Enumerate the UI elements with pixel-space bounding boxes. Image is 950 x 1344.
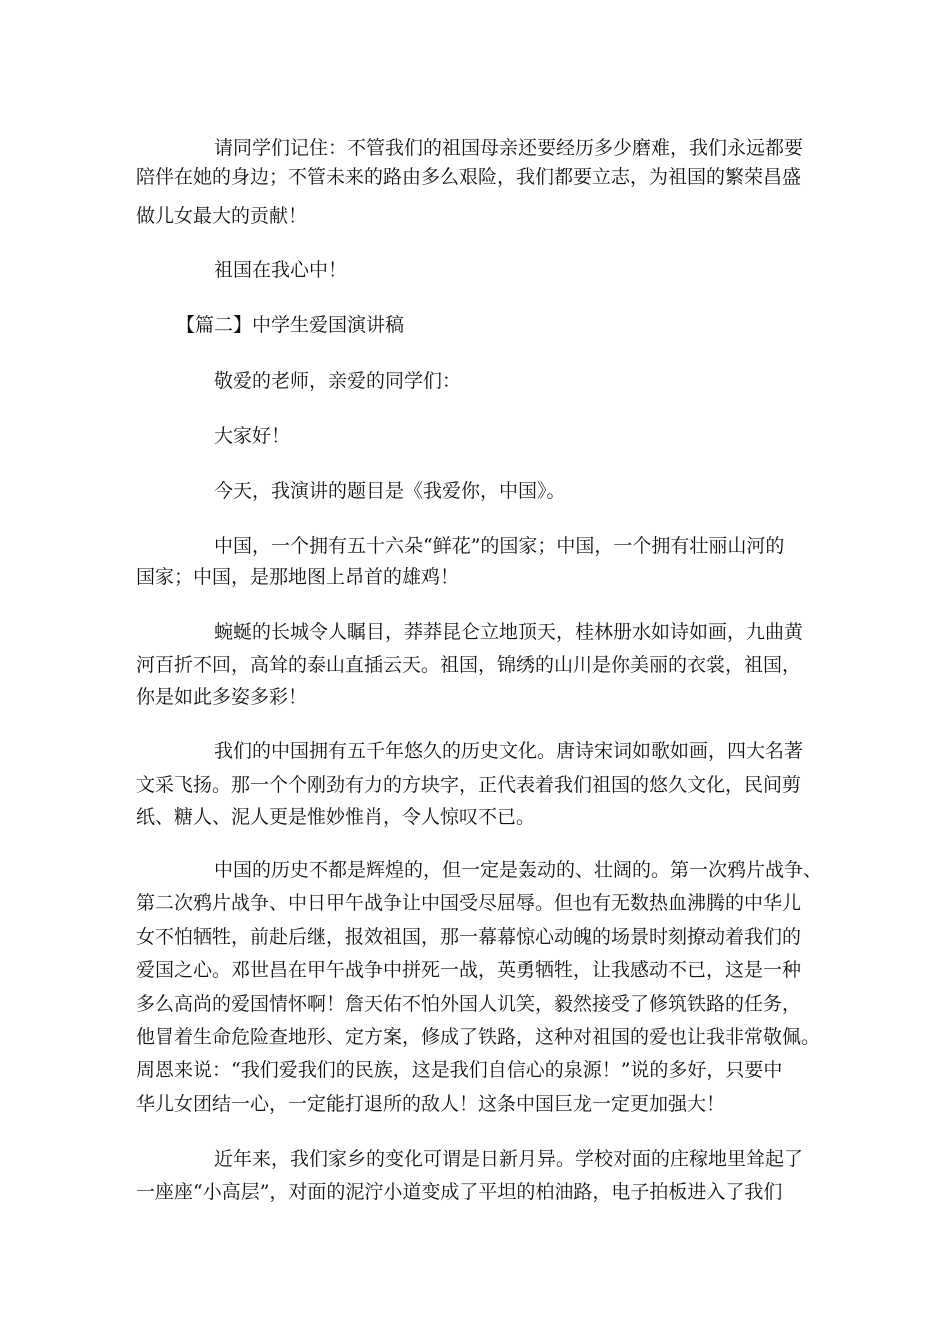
paragraph-line: 他冒着生命危险查地形、定方案，修成了铁路，这种对祖国的爱也让我非常敬佩。	[136, 1026, 821, 1048]
heading-line: 【篇二】中学生爱国演讲稿	[176, 314, 405, 336]
paragraph-line: 请同学们记住：不管我们的祖国母亲还要经历多少磨难，我们永远都要	[214, 137, 804, 159]
paragraph-line: 中国的历史不都是辉煌的，但一定是轰动的、壮阔的。第一次鸦片战争、	[214, 859, 823, 881]
paragraph-line: 祖国在我心中！	[214, 259, 348, 281]
paragraph-line: 纸、糖人、泥人更是惟妙惟肖，令人惊叹不已。	[136, 806, 536, 828]
paragraph-line: 河百折不回，高耸的泰山直插云天。祖国，锦绣的山川是你美丽的衣裳，祖国，	[136, 654, 802, 676]
paragraph-line: 我们的中国拥有五千年悠久的历史文化。唐诗宋词如歌如画，四大名著	[214, 740, 804, 762]
paragraph-line: 蜿蜒的长城令人瞩目，莽莽昆仑立地顶天，桂林册水如诗如画，九曲黄	[214, 621, 804, 643]
paragraph-line: 周恩来说：“我们爱我们的民族，这是我们自信心的泉源！”说的多好，只要中	[136, 1059, 783, 1081]
paragraph-line: 多么高尚的爱国情怀啊！詹天佑不怕外国人讥笑，毅然接受了修筑铁路的任务，	[136, 993, 802, 1015]
paragraph-line: 女不怕牺牲，前赴后继，报效祖国，那一幕幕惊心动魄的场景时刻撩动着我们的	[136, 926, 802, 948]
paragraph-line: 第二次鸦片战争、中日甲午战争让中国受尽屈辱。但也有无数热血沸腾的中华儿	[136, 892, 802, 914]
paragraph-line: 敬爱的老师，亲爱的同学们：	[214, 370, 462, 392]
paragraph-line: 爱国之心。邓世昌在甲午战争中拼死一战，英勇牺牲，让我感动不已，这是一种	[136, 959, 802, 981]
paragraph-line: 中国，一个拥有五十六朵“鲜花”的国家；中国，一个拥有壮丽山河的	[214, 535, 785, 557]
paragraph-line: 华儿女团结一心，一定能打退所的敌人！这条中国巨龙一定更加强大！	[136, 1093, 726, 1115]
paragraph-line: 一座座“小高层”，对面的泥泞小道变成了平坦的柏油路，电子拍板进入了我们	[136, 1181, 783, 1203]
paragraph-line: 国家；中国，是那地图上昂首的雄鸡！	[136, 566, 460, 588]
paragraph-line: 你是如此多姿多彩！	[136, 686, 308, 708]
paragraph-line: 今天，我演讲的题目是《我爱你，中国》。	[214, 480, 566, 502]
paragraph-line: 陪伴在她的身边；不管未来的路由多么艰险，我们都要立志，为祖国的繁荣昌盛	[136, 166, 802, 188]
paragraph-line: 文采飞扬。那一个个刚劲有力的方块字，正代表着我们祖国的悠久文化，民间剪	[136, 774, 802, 796]
paragraph-line: 大家好！	[214, 425, 291, 447]
paragraph-line: 做儿女最大的贡献！	[136, 205, 308, 227]
paragraph-line: 近年来，我们家乡的变化可谓是日新月异。学校对面的庄稼地里耸起了	[214, 1148, 804, 1170]
